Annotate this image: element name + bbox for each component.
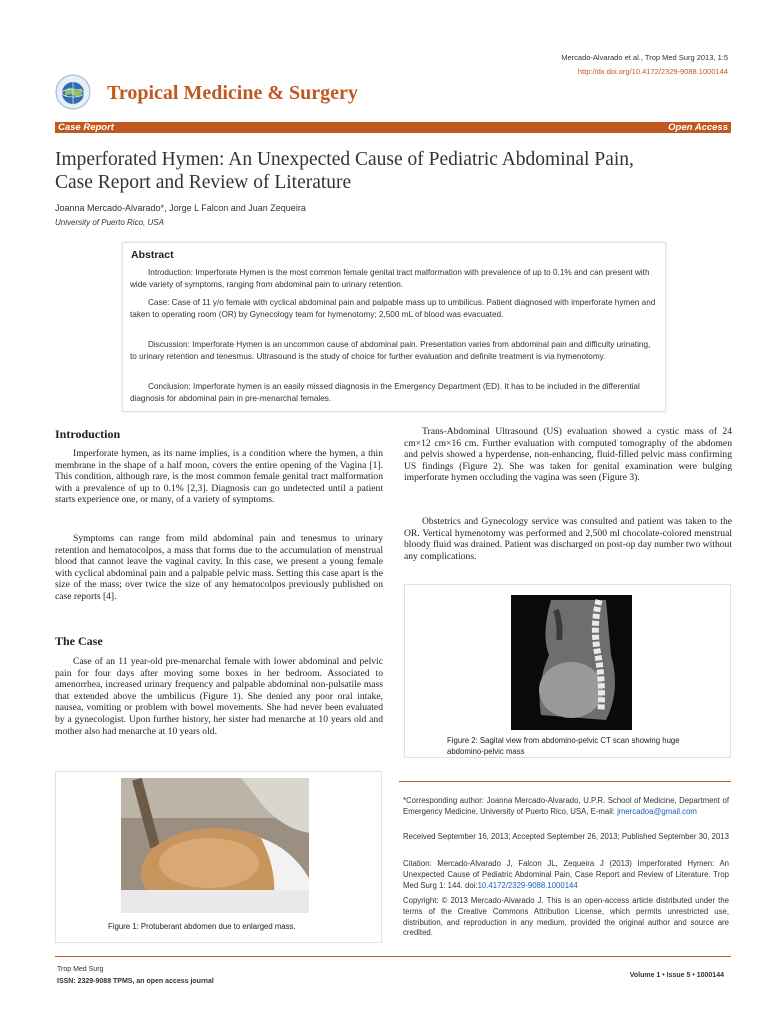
figure-1-caption: Figure 1: Protuberant abdomen due to enlarged mass. — [108, 922, 296, 931]
title-line-2: Case Report and Review of Literature — [55, 172, 352, 193]
introduction-heading: Introduction — [55, 427, 121, 441]
journal-name: Tropical Medicine & Surgery — [107, 82, 358, 104]
footer-volume: Volume 1 • Issue 5 • 1000144 — [629, 972, 724, 979]
citation-block — [403, 859, 729, 891]
abstract-case: Case: Case of 11 y/o female with cyclical abdominal pain and palpable mass up to umbilicus. Patient diagnosed with imperforate hymen and taken to operating room (OR) by Gynecology team for hymenotomy; 2,500 mL of blood was evacuated. — [130, 298, 656, 319]
abstract-discussion: Discussion: Imperforate Hymen is an uncommon cause of abdominal pain. Presentation varies from abdominal pain and difficulty urinating, to urinary retention and tenesmus. Ultrasound is the study of choice for further evaluation and definite treatment is via hymenotomy. — [130, 340, 651, 361]
intro-paragraph-1: Imperforate hymen, as its name implies, is a condition where the hymen, a thin membrane in the shape of a half moon, covers the entire opening of the Vagina [1]. This condition, although rare, is the most common female genital tract malformation with a prevalence of up to 0.1% [2,3]. Diagnosis can go undetected until a patient starts experience one, or many, of a variety of symptoms. — [55, 448, 383, 506]
copyright-block: Copyright: © 2013 Mercado-Alvarado J. This is an open-access article distributed under the terms of the Creative Commons Attribution License, which permits unrestricted use, distribution, and reproduction in any medium, provided the original author and source are credited. — [403, 896, 729, 938]
figure-2-caption: Figure 2: Sagital view from abdomino-pelvic CT scan showing huge abdomino-pelvic mass — [447, 736, 680, 756]
abstract-introduction: Introduction: Imperforate Hymen is the most common female genital tract malformation with prevalence of up to 0.1% and can present with wide variety of symptoms, ranging from abdominal pain to urinary retention. — [130, 268, 650, 289]
affiliation: University of Puerto Rico, USA — [55, 218, 164, 227]
title-line-1: Imperforated Hymen: An Unexpected Cause of Pediatric Abdominal Pain, — [55, 149, 634, 170]
authors: Joanna Mercado-Alvarado*, Jorge L Falcon and Juan Zequeira — [55, 203, 306, 213]
case-report-label: Case Report — [58, 122, 114, 133]
intro-paragraph-2: Symptoms can range from mild abdominal pain and tenesmus to urinary retention and hematocolpos, a mass that forms due to the accumulation of menstrual blood that cannot leave the vaginal cavity. In this case, we present a young female with cyclical abdominal pain and a palpable pelvic mass. Setting this case apart is the size of the mass; over twice the size of any hematocolpos previously published on case reports [4]. — [55, 533, 383, 602]
figure-2-ct-scan — [511, 595, 632, 730]
article-title — [55, 148, 745, 194]
citation-doi-link[interactable]: 10.4172/2329-9088.1000144 — [477, 880, 578, 890]
figure-1-photo — [121, 778, 309, 913]
open-access-label: Open Access — [668, 122, 728, 133]
abstract-conclusion: Conclusion: Imperforate hymen is an easily missed diagnosis in the Emergency Department (ED). It has to be included in the differential diagnosis for abdominal pain in pre-menarchal females. — [130, 382, 640, 403]
omics-globe-logo — [55, 74, 91, 110]
received-dates: Received September 16, 2013; Accepted September 26, 2013; Published September 30, 2013 — [403, 832, 729, 841]
case-heading: The Case — [55, 634, 103, 648]
abstract-heading: Abstract — [131, 249, 174, 261]
right-paragraph-2: Obstetrics and Gynecology service was consulted and patient was taken to the OR. Vertical hymenotomy was performed and 2,500 ml chocolate-colored menstrual bloody fluid was drained. Patient was discharged on post-op day number two without any complications. — [404, 516, 732, 562]
right-paragraph-1: Trans-Abdominal Ultrasound (US) evaluation showed a cystic mass of 24 cm×12 cm×16 cm. Further evaluation with computed tomography of the abdomen and pelvis showed a hyperdense, non-enhancing, fluid-filled pelvic mass confirming US findings (Figure 2). She was taken for genital examination were bulging imperforate hymen occluding the vagina was seen (Figure 3). — [404, 426, 732, 484]
citation-body: Citation: Mercado-Alvarado J, Falcon JL, Zequeira J (2013) Imperforated Hymen: An Unexpected Cause of Pediatric Abdominal Pain, Case Report and Review of Literature. Trop Med Surg 1: 144. doi: — [403, 859, 729, 890]
footer-journal: Trop Med Surg — [57, 966, 104, 973]
article-type-bar — [55, 122, 731, 133]
corresponding-text: *Corresponding author: Joanna Mercado-Alvarado, U.P.R. School of Medicine, Department of Emergency Medicine, University of Puerto Rico, USA, E-mail: — [403, 796, 729, 816]
corresponding-email[interactable]: jmercadoa@gmail.com — [617, 806, 697, 816]
case-paragraph-1: Case of an 11 year-old pre-menarchal female with lower abdominal and pelvic pain for four days after moving some boxes in her bedroom. Associated to amenorrhea, increased urinary frequency and palpable abdominal non-pulsatile mass that extended above the umbilicus (Figure 1). She denied any poor oral intake, nausea, vomiting or problem with bowel movements. She had never been evaluated by a gynecologist. Upon further history, her sister had menarche at 10 years old and mother also had menarche at 10 years old. — [55, 656, 383, 737]
meta-top-rule — [399, 781, 731, 782]
citation-text: Mercado-Alvarado et al., Trop Med Surg 2013, 1:5 — [561, 53, 728, 62]
corresponding-author — [403, 796, 729, 818]
citation-header — [561, 51, 728, 79]
footer-issn: ISSN: 2329-9088 TPMS, an open access journal — [57, 978, 214, 985]
footer-rule — [55, 956, 731, 957]
doi-link[interactable]: http://dx.doi.org/10.4172/2329-9088.1000144 — [577, 67, 728, 76]
